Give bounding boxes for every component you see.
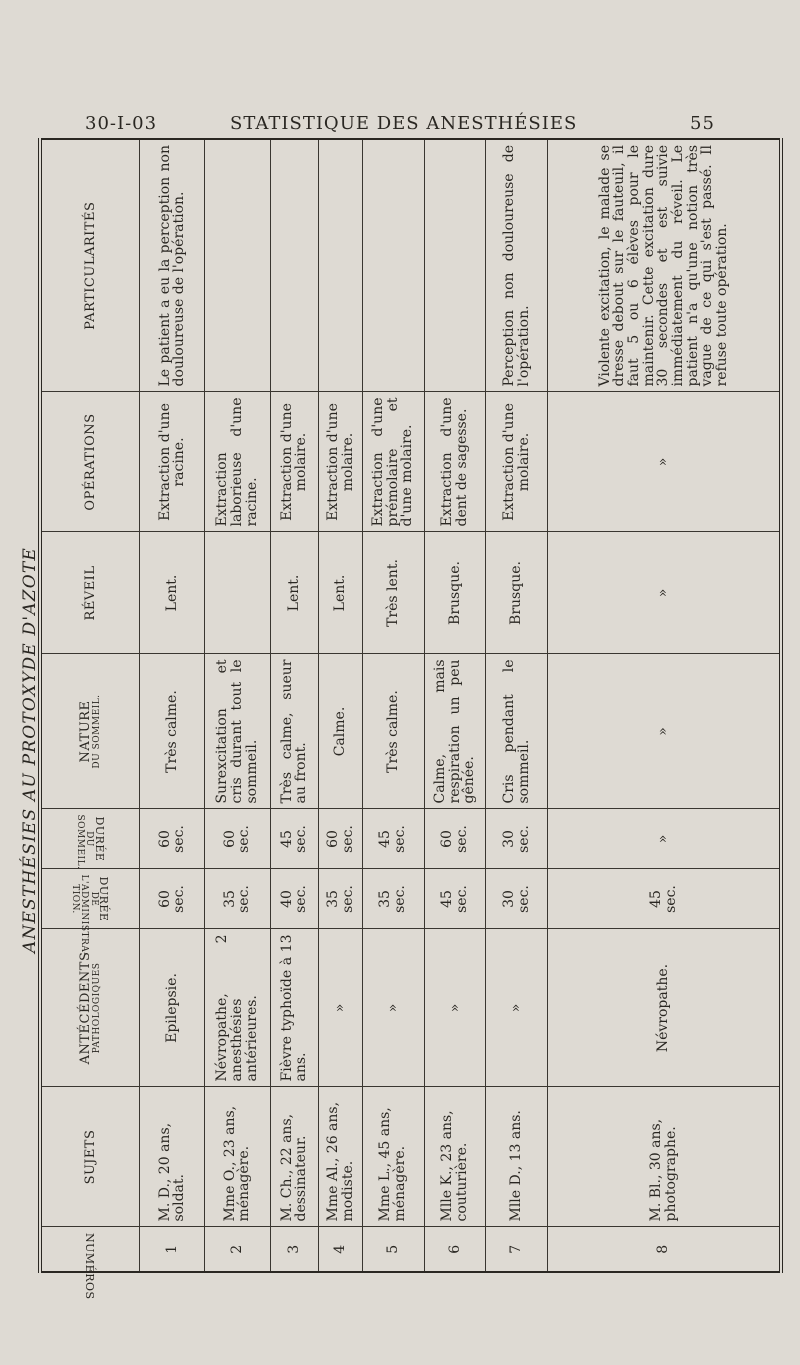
row-number: 5 — [362, 1227, 424, 1272]
table-row — [548, 139, 781, 1272]
admin-duration: 45 sec. — [548, 869, 781, 929]
awakening: Lent. — [319, 532, 362, 654]
admin-duration: 40 sec. — [270, 869, 319, 929]
operation: » — [548, 392, 781, 532]
sleep-nature: Cris pendant le sommeil. — [486, 654, 548, 809]
running-head: STATISTIQUE DES ANESTHÉSIES — [230, 113, 578, 134]
table-row — [486, 139, 548, 1272]
table-row — [140, 139, 205, 1272]
operation: Extraction d'une racine. — [140, 392, 205, 532]
folio-date: 30-I-03 — [85, 113, 158, 134]
awakening: Lent. — [140, 532, 205, 654]
col-particularites: PARTICULARITÉS — [40, 139, 140, 392]
sleep-duration: 30 sec. — [486, 809, 548, 869]
antecedents: » — [362, 929, 424, 1087]
table-row — [319, 139, 362, 1272]
subject: Mme L., 45 ans, ménagère. — [362, 1087, 424, 1227]
col-sujets: SUJETS — [40, 1087, 140, 1227]
subject: Mlle K., 23 ans, couturière. — [424, 1087, 486, 1227]
sleep-duration: 60 sec. — [140, 809, 205, 869]
antecedents: Névropathe. — [548, 929, 781, 1087]
sleep-nature: Calme, mais respiration un peu gênée. — [424, 654, 486, 809]
row-number: 3 — [270, 1227, 319, 1272]
admin-duration: 35 sec. — [319, 869, 362, 929]
operation: Extraction d'une dent de sagesse. — [424, 392, 486, 532]
operation: Extraction d'une prémolaire et d'une molaire. — [362, 392, 424, 532]
antecedents: » — [486, 929, 548, 1087]
col-numeros: NUMÉROS — [40, 1227, 140, 1272]
sleep-nature: Très calme. — [362, 654, 424, 809]
sleep-nature: » — [548, 654, 781, 809]
antecedents: » — [319, 929, 362, 1087]
awakening — [205, 532, 270, 654]
antecedents: » — [424, 929, 486, 1087]
particulars — [205, 139, 270, 392]
sleep-duration: 45 sec. — [362, 809, 424, 869]
sleep-duration: » — [548, 809, 781, 869]
subject: Mme Al., 26 ans, modiste. — [319, 1087, 362, 1227]
row-number: 4 — [319, 1227, 362, 1272]
sleep-duration: 60 sec. — [424, 809, 486, 869]
operation: Extraction d'une molaire. — [270, 392, 319, 532]
col-duree-admin: DURÉE DE L'ADMINISTRA-TION. — [40, 869, 140, 929]
awakening: Brusque. — [486, 532, 548, 654]
admin-duration: 60 sec. — [140, 869, 205, 929]
table-wrapper — [38, 140, 783, 1300]
col-nature: NATURE DU SOMMEIL. — [40, 654, 140, 809]
table-title: ANESTHÉSIES AU PROTOXYDE D'AZOTE — [20, 547, 40, 954]
awakening: Brusque. — [424, 532, 486, 654]
admin-duration: 35 sec. — [362, 869, 424, 929]
admin-duration: 45 sec. — [424, 869, 486, 929]
table-row — [424, 139, 486, 1272]
awakening: Lent. — [270, 532, 319, 654]
particulars — [424, 139, 486, 392]
table-row — [270, 139, 319, 1272]
awakening: Très lent. — [362, 532, 424, 654]
particulars — [270, 139, 319, 392]
sleep-duration: 60 sec. — [205, 809, 270, 869]
sleep-duration: 45 sec. — [270, 809, 319, 869]
particulars — [319, 139, 362, 392]
col-antecedents: ANTÉCÉDENTS PATHOLOGIQUES — [40, 929, 140, 1087]
subject: M. Bl., 30 ans, photographe. — [548, 1087, 781, 1227]
subject: M. Ch., 22 ans, dessinateur. — [270, 1087, 319, 1227]
anesthesia-table — [38, 138, 783, 1300]
antecedents: Névropathe, 2 anesthésies antérieures. — [205, 929, 270, 1087]
admin-duration: 30 sec. — [486, 869, 548, 929]
col-reveil: RÉVEIL — [40, 532, 140, 654]
page-number: 55 — [690, 113, 715, 134]
subject: M. D., 20 ans, soldat. — [140, 1087, 205, 1227]
header-row — [40, 139, 140, 1272]
operation: Extraction d'une molaire. — [486, 392, 548, 532]
row-number: 7 — [486, 1227, 548, 1272]
subject: Mme O., 23 ans, ménagère. — [205, 1087, 270, 1227]
subject: Mlle D., 13 ans. — [486, 1087, 548, 1227]
col-operations: OPÉRATIONS — [40, 392, 140, 532]
table-row — [362, 139, 424, 1272]
sleep-nature: Calme. — [319, 654, 362, 809]
particulars: Perception non douloureuse de l'opération. — [486, 139, 548, 392]
particulars: Le patient a eu la perception non douloureuse de l'opération. — [140, 139, 205, 392]
col-duree-sommeil: DURÉE DU SOMMEIL. — [40, 809, 140, 869]
sleep-nature: Très calme, sueur au front. — [270, 654, 319, 809]
antecedents: Fièvre typhoïde à 13 ans. — [270, 929, 319, 1087]
awakening: » — [548, 532, 781, 654]
operation: Extraction laborieuse d'une racine. — [205, 392, 270, 532]
row-number: 1 — [140, 1227, 205, 1272]
particulars — [362, 139, 424, 392]
table-row — [205, 139, 270, 1272]
particulars: Violente excitation, le malade se dresse debout sur le fauteuil, il faut 5 ou 6 élèves pour le maintenir. Cette excitation dure 30 secondes et est suivie immédiatement du réveil. Le patient n'a qu'une notion très vague de ce qui s'est passé. Il refuse toute opération. — [548, 139, 781, 392]
row-number: 8 — [548, 1227, 781, 1272]
sleep-nature: Surexcitation et cris durant tout le sommeil. — [205, 654, 270, 809]
row-number: 2 — [205, 1227, 270, 1272]
admin-duration: 35 sec. — [205, 869, 270, 929]
antecedents: Epilepsie. — [140, 929, 205, 1087]
sleep-duration: 60 sec. — [319, 809, 362, 869]
operation: Extraction d'une molaire. — [319, 392, 362, 532]
sleep-nature: Très calme. — [140, 654, 205, 809]
row-number: 6 — [424, 1227, 486, 1272]
